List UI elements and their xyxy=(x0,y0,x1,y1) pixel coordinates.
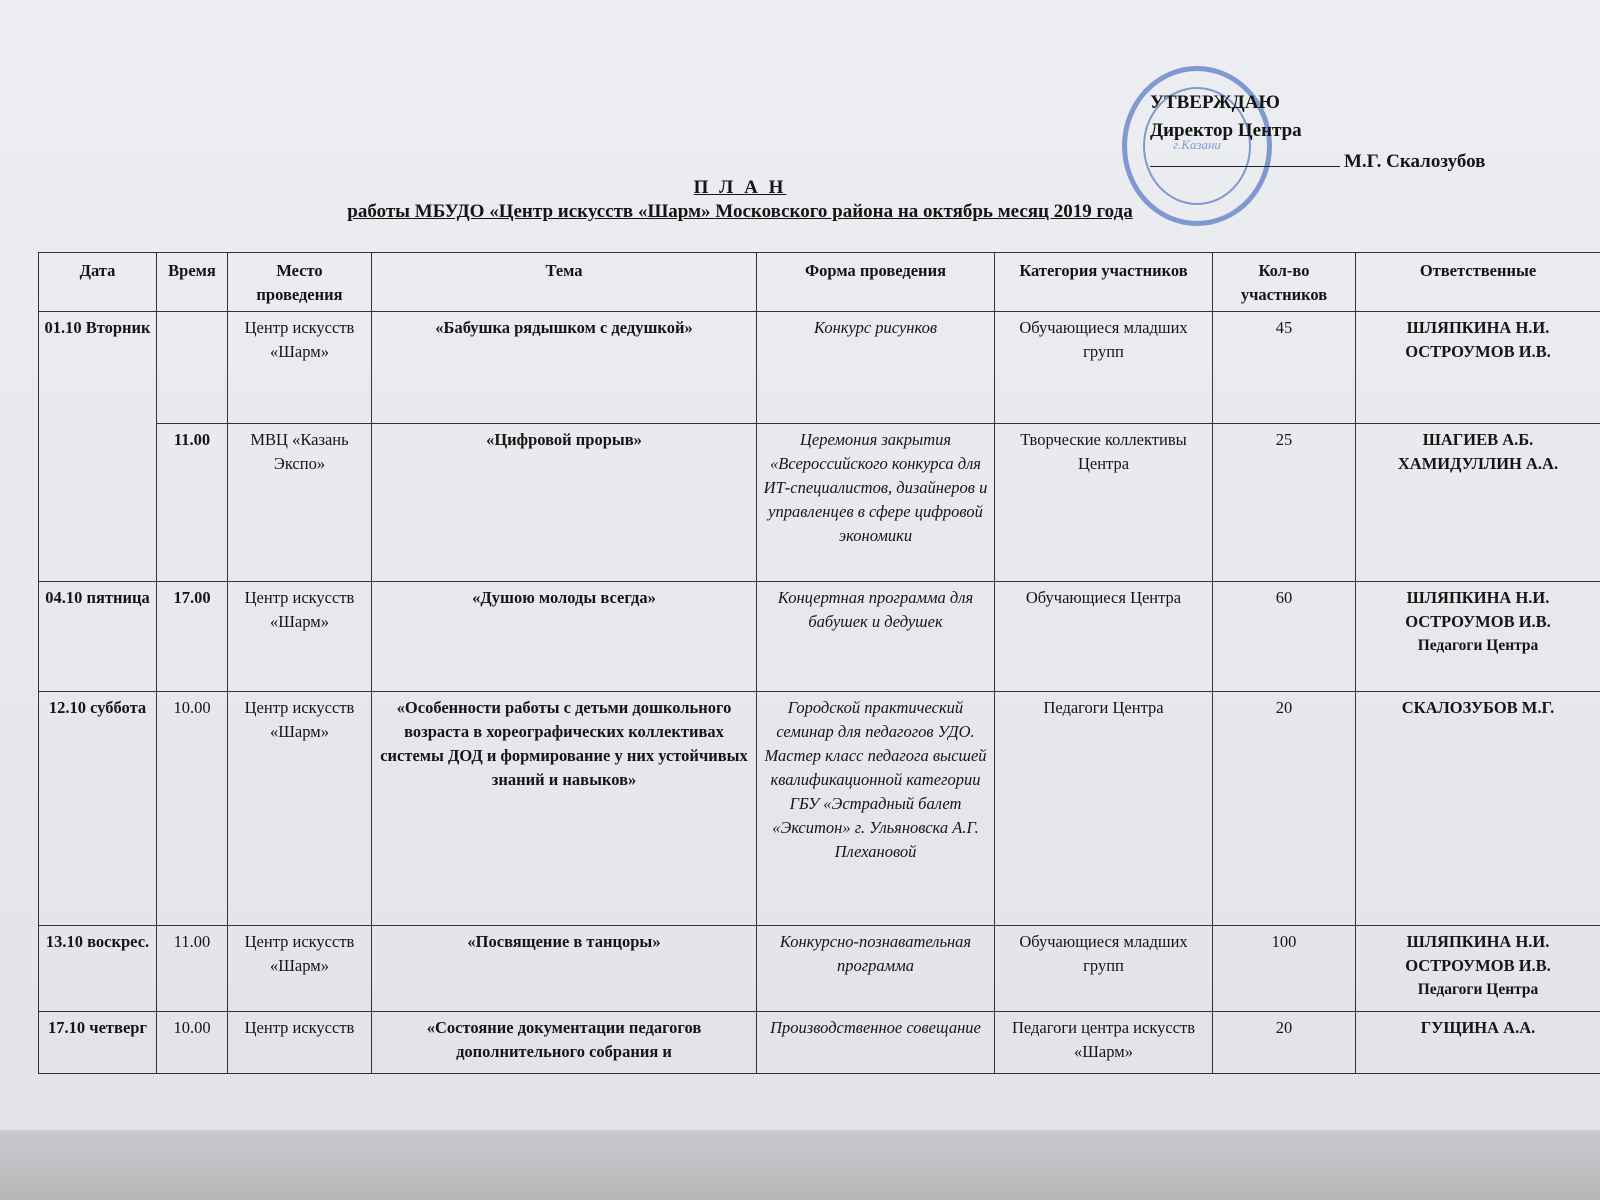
responsible-name: ГУЩИНА А.А. xyxy=(1420,1018,1536,1037)
cell-responsible xyxy=(1356,312,1600,424)
cell-category: Обучающиеся младших групп xyxy=(995,312,1213,424)
cell-place: Центр искусств «Шарм» xyxy=(228,692,372,926)
responsible-name: ХАМИДУЛЛИН А.А. xyxy=(1397,454,1559,473)
page-edge-background xyxy=(0,1130,1600,1200)
cell-place: МВЦ «Казань Экспо» xyxy=(228,424,372,582)
header-form: Форма проведения xyxy=(757,253,995,312)
responsible-name: ШЛЯПКИНА Н.И. xyxy=(1406,588,1550,607)
document-title xyxy=(240,176,1240,224)
responsible-name: Педагоги Центра xyxy=(1417,981,1539,998)
table-header-row xyxy=(39,253,1600,312)
responsible-name: ШЛЯПКИНА Н.И. xyxy=(1406,932,1550,951)
cell-place: Центр искусств «Шарм» xyxy=(228,312,372,424)
cell-place: Центр искусств xyxy=(228,1012,372,1074)
cell-time: 10.00 xyxy=(157,1012,228,1074)
cell-topic: «Цифровой прорыв» xyxy=(372,424,757,582)
cell-time: 17.00 xyxy=(157,582,228,692)
table-row xyxy=(39,424,1600,582)
cell-date: 01.10 Вторник xyxy=(39,312,157,582)
plan-table xyxy=(38,252,1600,1074)
cell-count: 100 xyxy=(1213,926,1356,1012)
cell-date: 17.10 четверг xyxy=(39,1012,157,1074)
responsible-name: ШАГИЕВ А.Б. xyxy=(1422,430,1534,449)
responsible-name: СКАЛОЗУБОВ М.Г. xyxy=(1401,698,1555,717)
cell-topic: «Особенности работы с детьми дошкольного возраста в хореографических коллективах системы ДОД и формирование у них устойчивых знаний и навыков» xyxy=(372,692,757,926)
table-row xyxy=(39,582,1600,692)
responsible-name: ОСТРОУМОВ И.В. xyxy=(1405,342,1551,361)
header-topic: Тема xyxy=(372,253,757,312)
approval-block xyxy=(1150,88,1590,178)
cell-form: Концертная программа для бабушек и дедушек xyxy=(757,582,995,692)
approval-position: Директор Центра xyxy=(1150,120,1302,141)
title-subtitle: работы МБУДО «Центр искусств «Шарм» Московского района на октябрь месяц 2019 года xyxy=(347,201,1133,222)
header-time: Время xyxy=(157,253,228,312)
cell-topic: «Бабушка рядышком с дедушкой» xyxy=(372,312,757,424)
cell-responsible xyxy=(1356,926,1600,1012)
table-row xyxy=(39,1012,1600,1074)
header-place: Место проведения xyxy=(228,253,372,312)
cell-responsible xyxy=(1356,582,1600,692)
cell-count: 20 xyxy=(1213,1012,1356,1074)
cell-form: Производственное совещание xyxy=(757,1012,995,1074)
official-stamp: г.Казани xyxy=(1122,66,1272,226)
table-row xyxy=(39,312,1600,424)
table-row xyxy=(39,692,1600,926)
approval-heading: УТВЕРЖДАЮ xyxy=(1150,92,1280,113)
responsible-name: ОСТРОУМОВ И.В. xyxy=(1405,612,1551,631)
cell-time: 10.00 xyxy=(157,692,228,926)
cell-category: Обучающиеся Центра xyxy=(995,582,1213,692)
cell-responsible xyxy=(1356,424,1600,582)
cell-place: Центр искусств «Шарм» xyxy=(228,582,372,692)
responsible-name: ОСТРОУМОВ И.В. xyxy=(1405,956,1551,975)
cell-category: Творческие коллективы Центра xyxy=(995,424,1213,582)
cell-topic: «Посвящение в танцоры» xyxy=(372,926,757,1012)
cell-date: 12.10 суббота xyxy=(39,692,157,926)
cell-date: 04.10 пятница xyxy=(39,582,157,692)
cell-time xyxy=(157,312,228,424)
header-responsible: Ответственные xyxy=(1356,253,1600,312)
cell-category: Педагоги Центра xyxy=(995,692,1213,926)
cell-count: 25 xyxy=(1213,424,1356,582)
cell-time: 11.00 xyxy=(157,926,228,1012)
header-date: Дата xyxy=(39,253,157,312)
cell-count: 20 xyxy=(1213,692,1356,926)
cell-count: 45 xyxy=(1213,312,1356,424)
cell-date: 13.10 воскрес. xyxy=(39,926,157,1012)
responsible-name: ШЛЯПКИНА Н.И. xyxy=(1406,318,1550,337)
cell-place: Центр искусств «Шарм» xyxy=(228,926,372,1012)
cell-topic: «Состояние документации педагогов дополнительного собрания и xyxy=(372,1012,757,1074)
title-plan: П Л А Н xyxy=(693,177,787,198)
cell-form: Городской практический семинар для педагогов УДО. Мастер класс педагога высшей квалификационной категории ГБУ «Эстрадный балет «Экситон» г. Ульяновска А.Г. Плехановой xyxy=(757,692,995,926)
approval-signer: М.Г. Скалозубов xyxy=(1344,151,1486,172)
cell-responsible xyxy=(1356,1012,1600,1074)
header-count: Кол-во участников xyxy=(1213,253,1356,312)
cell-time: 11.00 xyxy=(157,424,228,582)
signature-underline xyxy=(1150,148,1340,167)
cell-form: Церемония закрытия «Всероссийского конкурса для ИТ-специалистов, дизайнеров и управленцев в сфере цифровой экономики xyxy=(757,424,995,582)
cell-form: Конкурсно-познавательная программа xyxy=(757,926,995,1012)
approval-signature-line xyxy=(1150,148,1516,173)
cell-category: Обучающиеся младших групп xyxy=(995,926,1213,1012)
cell-count: 60 xyxy=(1213,582,1356,692)
header-category: Категория участников xyxy=(995,253,1213,312)
cell-responsible xyxy=(1356,692,1600,926)
cell-category: Педагоги центра искусств «Шарм» xyxy=(995,1012,1213,1074)
responsible-name: Педагоги Центра xyxy=(1417,637,1539,654)
table-row xyxy=(39,926,1600,1012)
cell-form: Конкурс рисунков xyxy=(757,312,995,424)
cell-topic: «Душою молоды всегда» xyxy=(372,582,757,692)
